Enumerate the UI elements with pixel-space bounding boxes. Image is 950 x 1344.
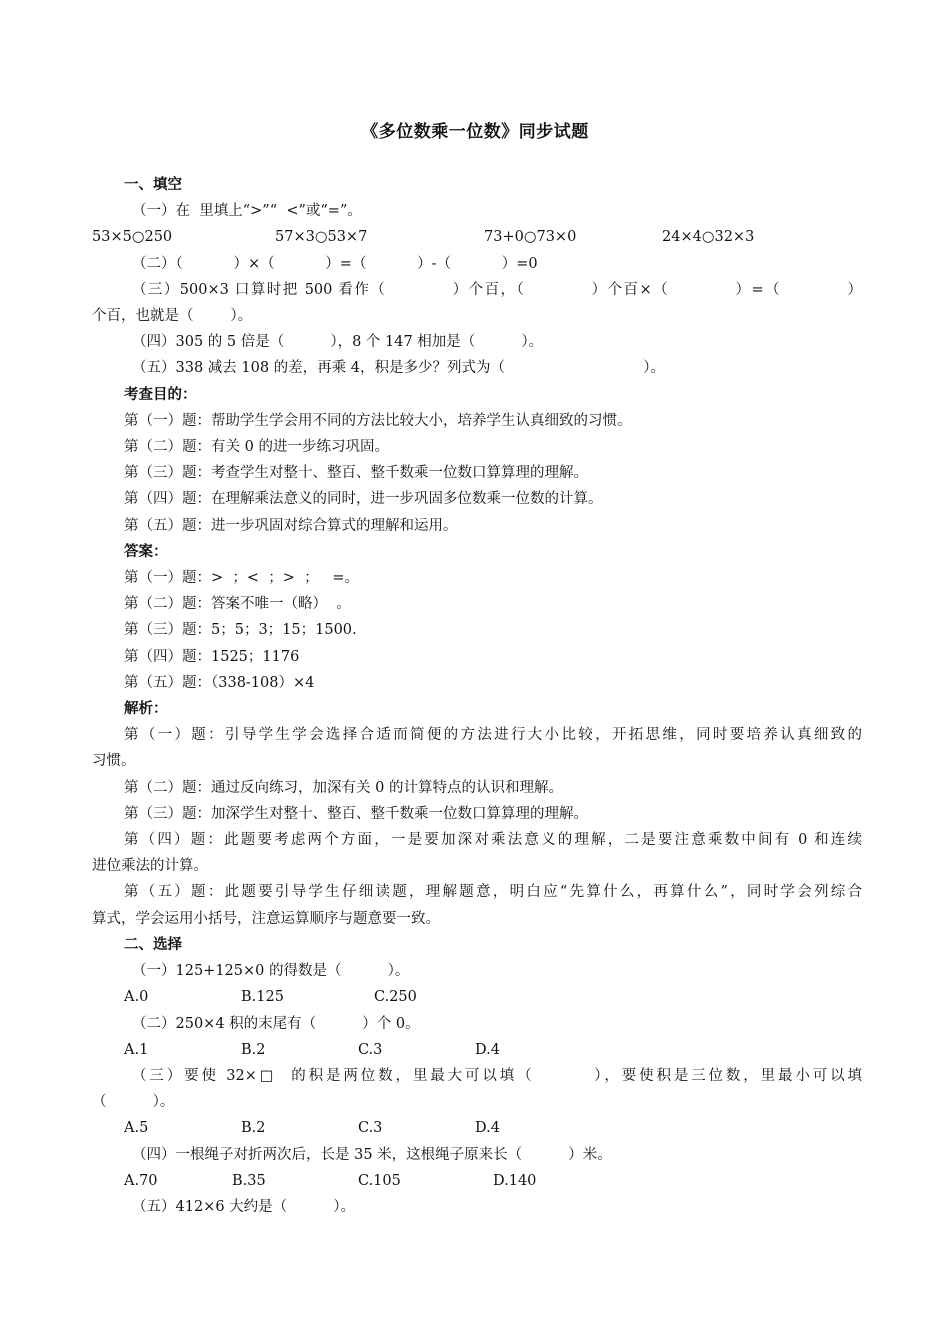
option: D.140: [493, 1172, 537, 1189]
analysis-4-line-2: 进位乘法的计算。: [92, 858, 208, 875]
option: C.105: [358, 1172, 401, 1189]
analysis-3: 第（三）题：加深学生对整十、整百、整千数乘一位数口算算理的理解。: [124, 805, 588, 822]
analysis-4-line-1: 第（四）题：此题要考虑两个方面，一是要加深对乘法意义的理解，二是要注意乘数中间有 0 和连续: [124, 832, 862, 849]
document-title: 《多位数乘一位数》同步试题: [361, 122, 589, 142]
question-2-4-options: [92, 1168, 862, 1194]
answer-item: 第（一）题：> ；< ；> ； =。: [124, 570, 360, 587]
question-2-3-options: [92, 1115, 862, 1141]
analysis-2: 第（二）题：通过反向练习，加深有关 0 的计算特点的认识和理解。: [124, 779, 563, 796]
goal-item: 第（五）题：进一步巩固对综合算式的理解和运用。: [124, 517, 458, 534]
option: C.3: [358, 1120, 383, 1137]
option: C.250: [374, 989, 417, 1006]
option: A.0: [124, 989, 149, 1006]
question-2-3-line-2: （ ）。: [92, 1094, 175, 1111]
goal-item: 第（四）题：在理解乘法意义的同时，进一步巩固多位数乘一位数的计算。: [124, 491, 603, 508]
option: A.70: [124, 1172, 158, 1189]
answer-item: 第（五）题：（338-108）×4: [124, 674, 315, 691]
option: D.4: [475, 1120, 500, 1137]
option: A.1: [124, 1041, 149, 1058]
answer-heading: 答案：: [124, 542, 168, 560]
goal-heading: 考查目的：: [124, 385, 197, 403]
answer-item: 第（三）题：5；5；3；15；1500.: [124, 622, 357, 639]
analysis-1-line-1: 第（一）题：引导学生学会选择合适而简便的方法进行大小比较，开拓思维，同时要培养认真细致的: [124, 727, 862, 744]
goal-item: 第（一）题：帮助学生学会用不同的方法比较大小，培养学生认真细致的习惯。: [124, 412, 632, 429]
answer-item: 第（二）题：答案不唯一（略） 。: [124, 596, 351, 613]
question-2-1: （一）125+125×0 的得数是（ ）。: [132, 963, 410, 980]
question-2-2: （二）250×4 积的末尾有（ ）个 0。: [132, 1015, 420, 1032]
analysis-5-line-1: 第（五）题：此题要引导学生仔细读题，理解题意，明白应“先算什么，再算什么”，同时学会列综合: [124, 884, 862, 901]
question-2-3-line-1: （三）要使 32×□ 的积是两位数，里最大可以填（ ），要使积是三位数，里最小可以填: [132, 1067, 862, 1084]
question-1-3-line-1: （三）500×3 口算时把 500 看作（ ）个百，（ ）个百×（ ）=（ ）: [132, 281, 862, 298]
goal-item: 第（二）题：有关 0 的进一步练习巩固。: [124, 439, 389, 456]
goal-item: 第（三）题：考查学生对整十、整百、整千数乘一位数口算算理的理解。: [124, 465, 588, 482]
question-1-1-items: [92, 224, 862, 250]
option: B.2: [241, 1041, 266, 1058]
question-1-1: （一）在 里填上“>”“ <”或“=”。: [132, 203, 362, 220]
option: C.3: [358, 1041, 383, 1058]
question-1-5: （五）338 减去 108 的差，再乘 4，积是多少？列式为（ ）。: [132, 360, 666, 377]
option: B.125: [241, 989, 284, 1006]
question-1-2: （二）（ ）×（ ）=（ ）-（ ）=0: [132, 255, 538, 272]
option: A.5: [124, 1120, 149, 1137]
question-2-5: （五）412×6 大约是（ ）。: [132, 1198, 356, 1215]
option: B.35: [232, 1172, 266, 1189]
analysis-1-line-2: 习惯。: [92, 753, 136, 770]
compare-item: 73+0○73×0: [484, 229, 577, 246]
compare-item: 53×5○250: [92, 229, 173, 246]
analysis-heading: 解析：: [124, 700, 168, 718]
question-2-1-options: [92, 984, 862, 1010]
analysis-5-line-2: 算式，学会运用小括号，注意运算顺序与题意要一致。: [92, 910, 440, 927]
option: D.4: [475, 1041, 500, 1058]
compare-item: 57×3○53×7: [275, 229, 368, 246]
question-1-3-line-2: 个百，也就是（ ）。: [92, 308, 253, 325]
section-heading-choice: 二、选择: [124, 935, 182, 953]
question-1-4: （四）305 的 5 倍是（ ），8 个 147 相加是（ ）。: [132, 334, 544, 351]
section-heading-fill-blank: 一、填空: [124, 176, 182, 193]
document-body: [92, 172, 862, 1220]
answer-item: 第（四）题：1525；1176: [124, 648, 300, 665]
question-2-4: （四）一根绳子对折两次后，长是 35 米，这根绳子原来长（ ）米。: [132, 1146, 612, 1163]
question-2-2-options: [92, 1037, 862, 1063]
compare-item: 24×4○32×3: [662, 229, 755, 246]
option: B.2: [241, 1120, 266, 1137]
